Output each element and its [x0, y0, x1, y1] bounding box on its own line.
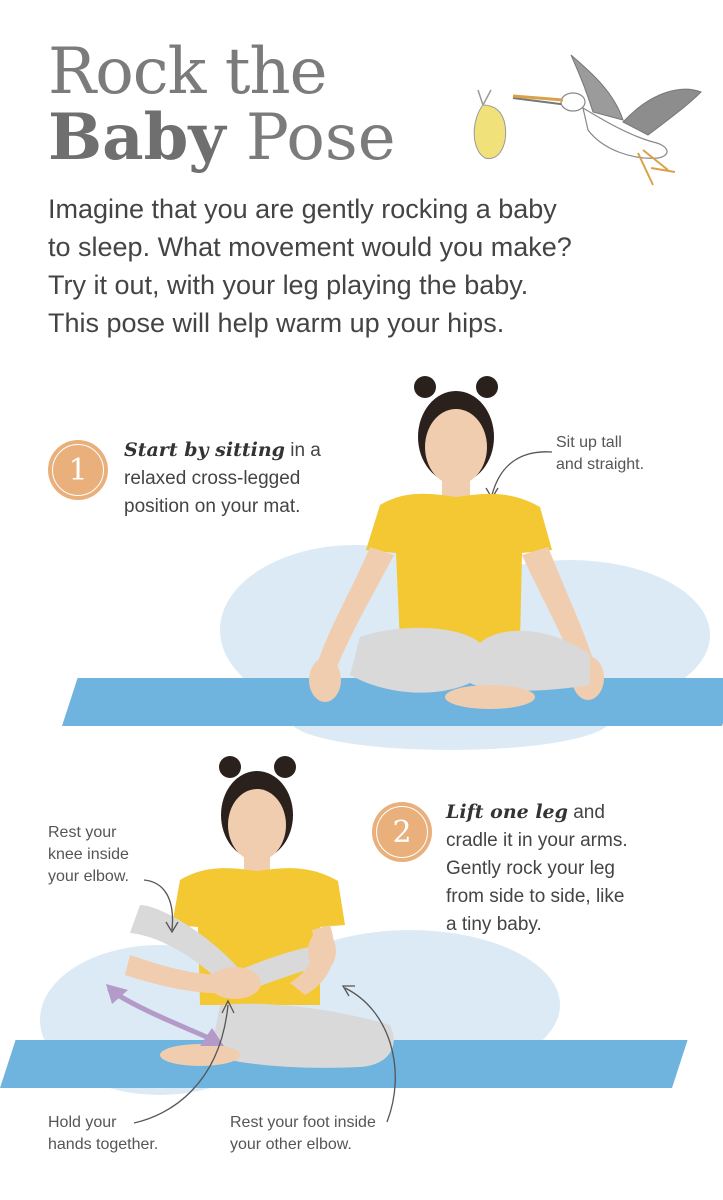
intro-line: to sleep. What movement would you make?: [48, 232, 572, 262]
note-line: your other elbow.: [230, 1136, 352, 1153]
stork-illustration: [453, 50, 703, 200]
step-2-text: [446, 798, 706, 939]
note-arrow-hands: [130, 995, 240, 1130]
step-2-badge: 2: [372, 802, 432, 862]
note-line: Sit up tall: [556, 434, 622, 451]
note-arrow-knee: [140, 870, 200, 940]
step-1-lead: Start by sitting: [124, 439, 285, 461]
note-arrow-foot: [335, 980, 415, 1130]
step-1-line-2: relaxed cross-legged: [124, 468, 301, 489]
note-line: Rest your: [48, 824, 117, 841]
intro-line: Try it out, with your leg playing the baby.: [48, 270, 529, 300]
note-line: and straight.: [556, 456, 645, 473]
note-line: hands together.: [48, 1136, 159, 1153]
note-knee: [48, 822, 129, 888]
step-2-line-2: cradle it in your arms.: [446, 830, 628, 851]
step-2-line-1-rest: and: [567, 802, 605, 823]
title-line-2: [48, 100, 396, 175]
intro-paragraph: [48, 190, 608, 342]
note-line: Hold your: [48, 1114, 117, 1131]
step-1-badge: 1: [48, 440, 108, 500]
note-line: Rest your foot inside: [230, 1114, 376, 1131]
page-title: [48, 35, 396, 175]
step-2-lead: Lift one leg: [446, 801, 568, 823]
note-line: knee inside: [48, 846, 129, 863]
intro-line: Imagine that you are gently rocking a baby: [48, 194, 557, 224]
step-2-line-3: Gently rock your leg: [446, 858, 615, 879]
step-2-line-5: a tiny baby.: [446, 914, 542, 935]
step-1-line-1-rest: in a: [284, 440, 321, 461]
step-1-line-3: position on your mat.: [124, 496, 301, 517]
girl-sitting-illustration: [290, 375, 630, 725]
intro-line: This pose will help warm up your hips.: [48, 308, 505, 338]
note-line: your elbow.: [48, 868, 129, 885]
title-bold-word: Baby: [48, 100, 226, 175]
title-rest-word: Pose: [245, 101, 396, 175]
title-line-1: Rock the: [48, 35, 327, 109]
step-2-line-4: from side to side, like: [446, 886, 625, 907]
